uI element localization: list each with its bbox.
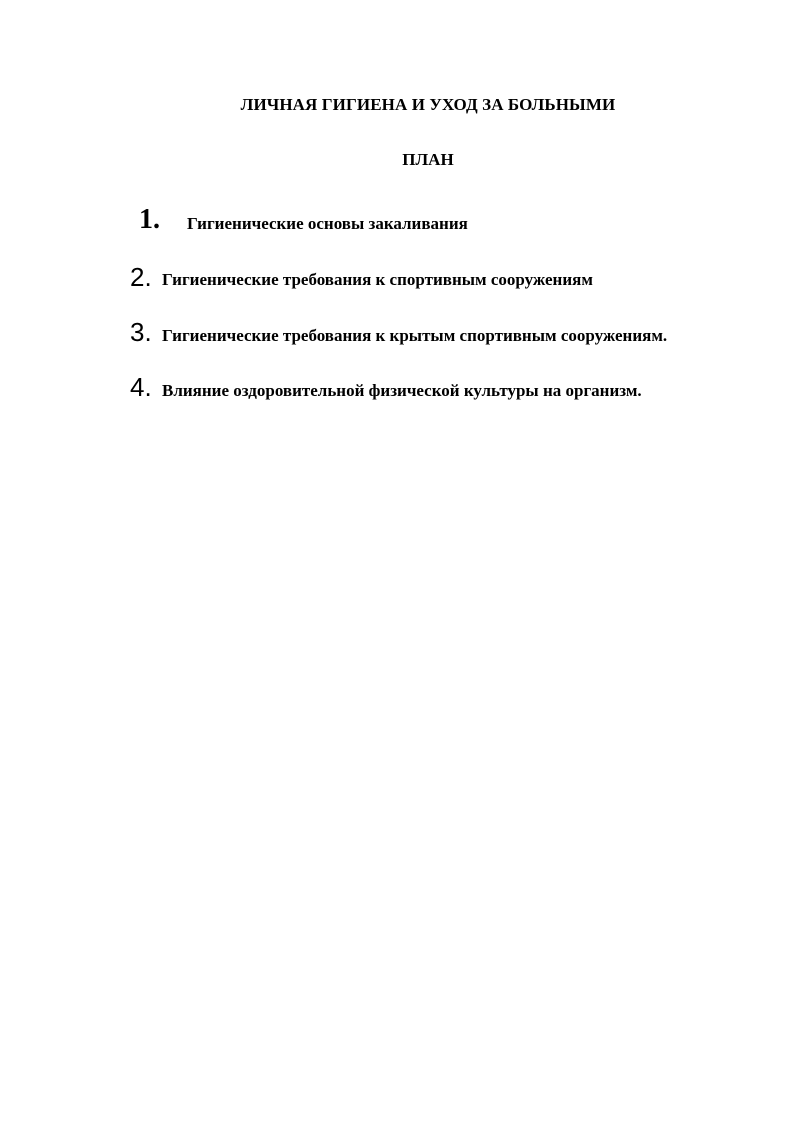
plan-item-number: 4. xyxy=(130,372,152,402)
plan-item-number: 3. xyxy=(130,317,152,347)
plan-item-text: Гигиенические требования к спортивным сооружениям xyxy=(162,270,593,289)
document-title: ЛИЧНАЯ ГИГИЕНА И УХОД ЗА БОЛЬНЫМИ xyxy=(240,95,616,114)
plan-item-number: 2. xyxy=(130,262,152,292)
plan-heading: ПЛАН xyxy=(402,150,454,169)
plan-item-text: Влияние оздоровительной физической культуры на организм. xyxy=(162,381,642,400)
plan-item-text: Гигиенические основы закаливания xyxy=(187,214,468,233)
plan-item-text: Гигиенические требования к крытым спортивным сооружениям. xyxy=(162,326,668,345)
plan-item-number: 1. xyxy=(139,204,160,235)
